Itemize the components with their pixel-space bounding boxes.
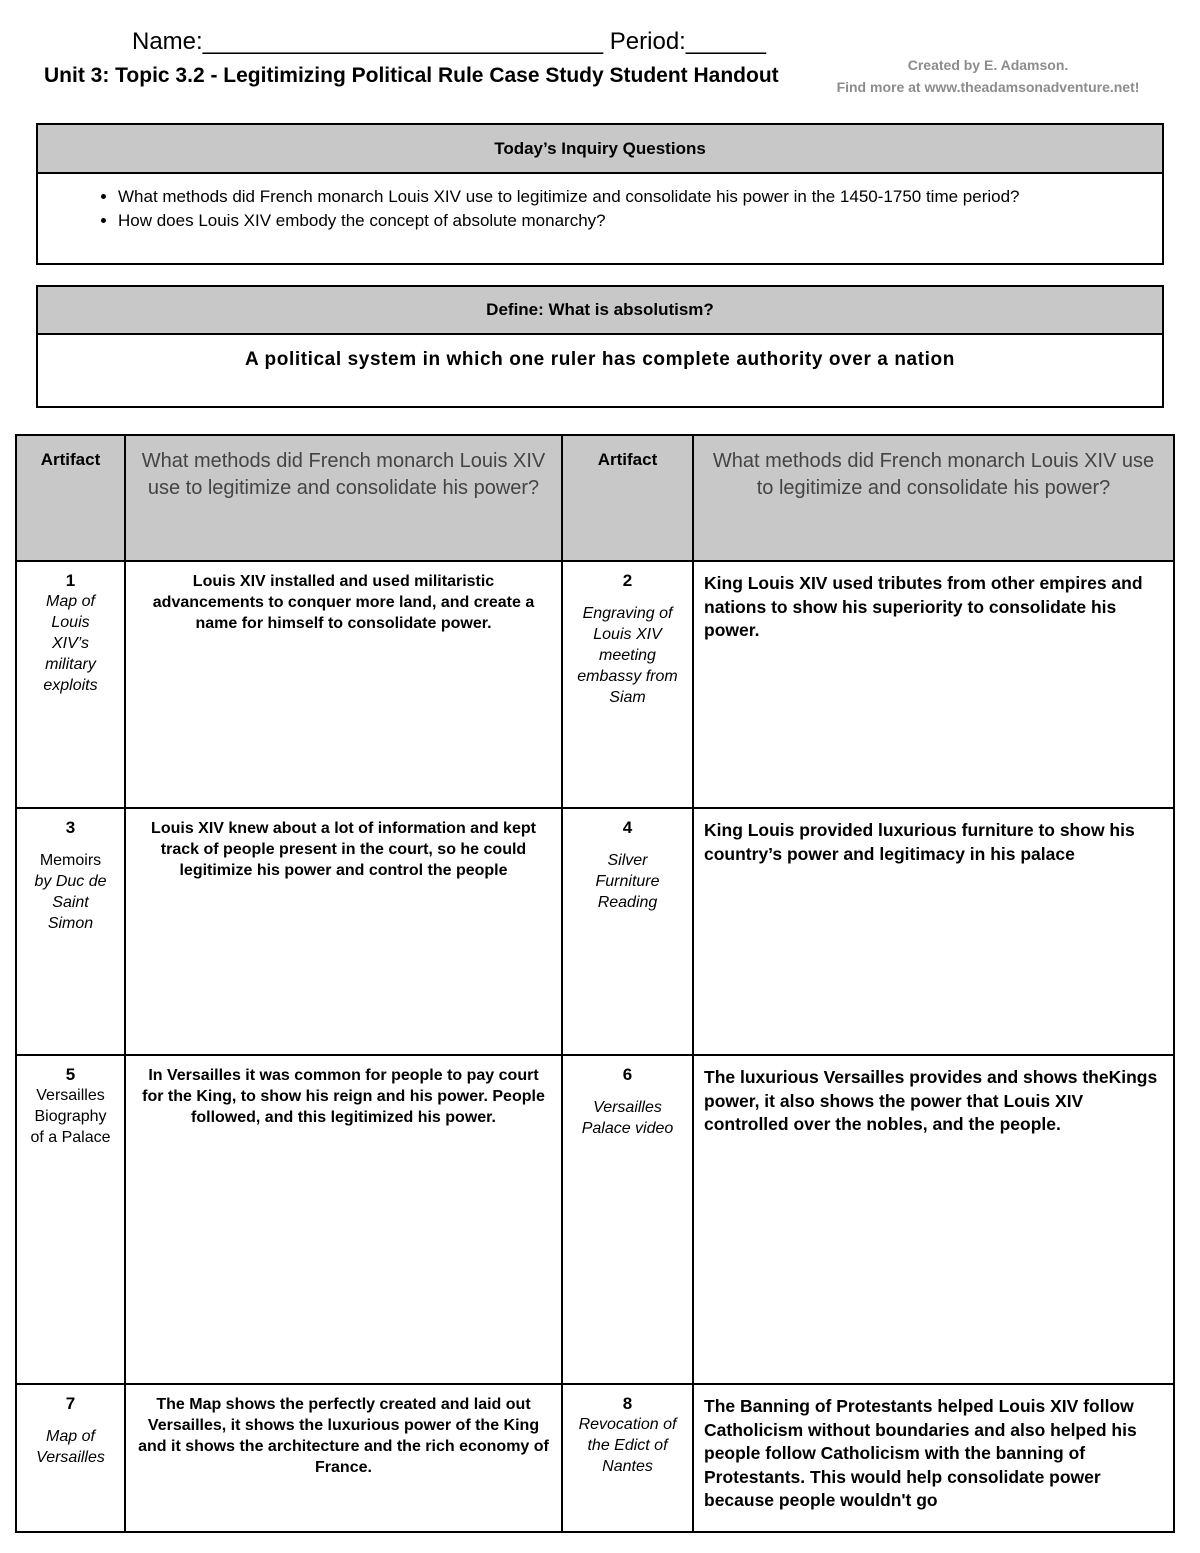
artifact-description: Silver Furniture Reading: [595, 852, 660, 911]
table-row: [16, 1384, 1174, 1532]
question-column-header: What methods did French monarch Louis XIV use to legitimize and consolidate his power?: [693, 435, 1174, 561]
inquiry-question-list: [38, 186, 1162, 232]
artifact-cell: [16, 1384, 125, 1532]
credit-author: Created by E. Adamson.: [907, 57, 1069, 73]
page-title: Unit 3: Topic 3.2 - Legitimizing Political Rule Case Study Student Handout: [44, 64, 779, 87]
table-row: [16, 808, 1174, 1055]
inquiry-question: • What methods did French monarch Louis XIV use to legitimize and consolidate his power in the 1450-1750 time period?: [118, 186, 1162, 208]
artifact-cell: [562, 561, 693, 808]
answer-cell: King Louis XIV used tributes from other empires and nations to show his superiority to consolidate his power.: [693, 561, 1174, 808]
artifact-cell: [562, 1055, 693, 1384]
answer-cell: Louis XIV knew about a lot of information and kept track of people present in the court, so he could legitimize his power and control the people: [125, 808, 562, 1055]
artifact-description: Engraving of Louis XIV meeting embassy from Siam: [577, 605, 678, 706]
inquiry-questions-box: [36, 123, 1164, 265]
artifact-description: Versailles Palace video: [581, 1099, 674, 1137]
answer-cell: The luxurious Versailles provides and shows theKings power, it also shows the power that Louis XIV controlled over the nobles, and the people.: [693, 1055, 1174, 1384]
artifact-description: Revocation of the Edict of Nantes: [578, 1416, 677, 1475]
artifact-number: 2: [622, 571, 633, 590]
question-column-header: What methods did French monarch Louis XIV use to legitimize and consolidate his power?: [125, 435, 562, 561]
artifact-cell: [16, 1055, 125, 1384]
artifact-description: Map of Louis XIV’s military exploits: [43, 593, 98, 694]
artifact-description: Map of Versailles: [36, 1428, 105, 1466]
artifact-description: by Duc de Saint Simon: [34, 873, 107, 932]
table-row: [16, 561, 1174, 808]
name-period-line: Name:______________________________ Period:______: [132, 28, 766, 55]
definition-answer: A political system in which one ruler has complete authority over a nation: [245, 349, 955, 370]
artifact-column-header: Artifact: [562, 435, 693, 561]
answer-cell: In Versailles it was common for people to pay court for the King, to show his reign and his power. People followed, and this legitimized his power.: [125, 1055, 562, 1384]
inquiry-question: • How does Louis XIV embody the concept of absolute monarchy?: [118, 210, 1162, 232]
answer-cell: The Map shows the perfectly created and laid out Versailles, it shows the luxurious power of the King and it shows the architecture and the rich economy of France.: [125, 1384, 562, 1532]
artifact-number: 5: [65, 1065, 76, 1084]
answer-cell: Louis XIV installed and used militaristic advancements to conquer more land, and create a name for himself to consolidate power.: [125, 561, 562, 808]
artifact-number: 6: [622, 1065, 633, 1084]
credit-website: Find more at www.theadamsonadventure.net!: [836, 79, 1140, 95]
table-row: [16, 1055, 1174, 1384]
artifact-description: Versailles Biography of a Palace: [30, 1087, 111, 1146]
artifact-number: 8: [622, 1394, 633, 1413]
answer-cell: The Banning of Protestants helped Louis XIV follow Catholicism without boundaries and also helped his people follow Catholicism with the banning of Protestants. This would help consolidate power because people wouldn't go: [693, 1384, 1174, 1532]
artifact-cell: [562, 1384, 693, 1532]
artifact-number: 3: [65, 818, 76, 837]
artifact-number: 1: [65, 571, 76, 590]
artifact-description: Memoirs: [39, 852, 102, 869]
artifact-number: 7: [65, 1394, 76, 1413]
artifact-number: 4: [622, 818, 633, 837]
definition-heading: Define: What is absolutism?: [38, 287, 1162, 335]
inquiry-heading: Today’s Inquiry Questions: [38, 125, 1162, 174]
artifact-cell: [562, 808, 693, 1055]
credit-block: [800, 54, 1176, 98]
artifact-cell: [16, 561, 125, 808]
artifact-column-header: Artifact: [16, 435, 125, 561]
answer-cell: King Louis provided luxurious furniture to show his country’s power and legitimacy in his palace: [693, 808, 1174, 1055]
definition-box: [36, 285, 1164, 408]
artifact-cell: [16, 808, 125, 1055]
artifact-table: [15, 434, 1175, 1533]
table-header-row: [16, 435, 1174, 561]
